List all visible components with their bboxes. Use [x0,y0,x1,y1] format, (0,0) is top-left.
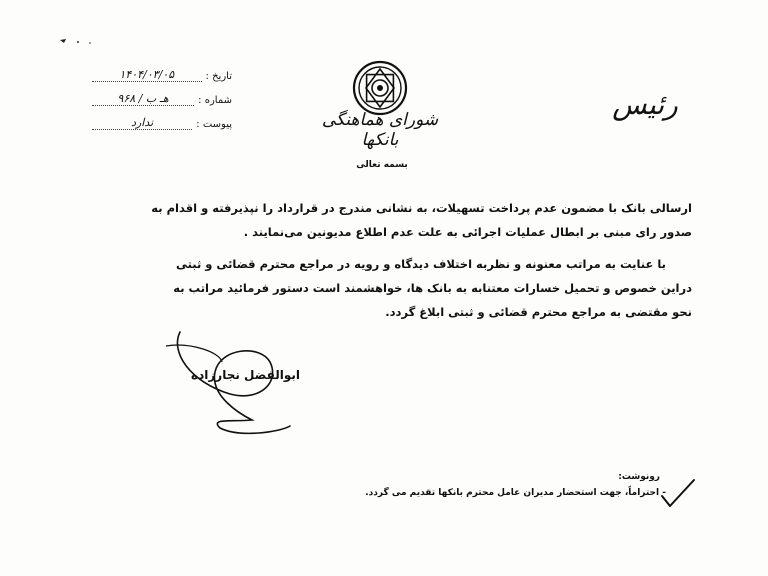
body-line: دراین خصوص و تحمیل خسارات معتنابه به بانک ها، خواهشمند است دستور فرمائید مراتب به [173,281,692,295]
cc-label: رونوشت: [618,472,660,482]
attachment-label: پیوست : [196,119,232,130]
org-logo-icon [352,60,408,116]
body-line: صدور رای مبنی بر ابطال عملیات اجرائی به علت عدم اطلاع مدیونین می‌نمایند . [243,225,692,239]
body-line: نحو مقتضی به مراجع محترم قضائی و ثبتی ابلاغ گردد. [385,305,692,319]
number-label: شماره : [198,95,232,106]
attachment-value: ندارد [92,117,192,130]
number-row [92,90,232,106]
signer-name: ابوالفضل نجارزاده [191,368,300,382]
org-name: شورای هماهنگی بانکها [321,110,439,150]
date-label: تاریخ : [205,71,232,82]
number-value: ۹۶۸ / هـ ب [92,93,194,106]
body-line: با عنایت به مراتب معنونه و نظربه اختلاف دیدگاه و رویه در مراجع محترم قضائی و ثبتی [175,257,666,271]
basmala: بسمه تعالی [356,160,408,170]
body-line: ارسالی بانک با مضمون عدم پرداخت تسهیلات، به نشانی مندرج در قرارداد را نپذیرفته و اقدام به [151,201,692,215]
recipient-title: رئیس [612,88,678,121]
body-paragraph-1 [92,196,692,244]
body-paragraph-2 [92,252,692,324]
attachment-row [92,114,232,130]
cc-text: - احتراماً، جهت استحضار مدیران عامل محترم بانکها تقدیم می گردد. [365,488,666,498]
ink-specks [50,34,120,50]
signature-scribble [160,322,310,442]
date-row [92,66,232,82]
date-value: ۱۴۰۴/۰۳/۰۵ [92,69,202,82]
